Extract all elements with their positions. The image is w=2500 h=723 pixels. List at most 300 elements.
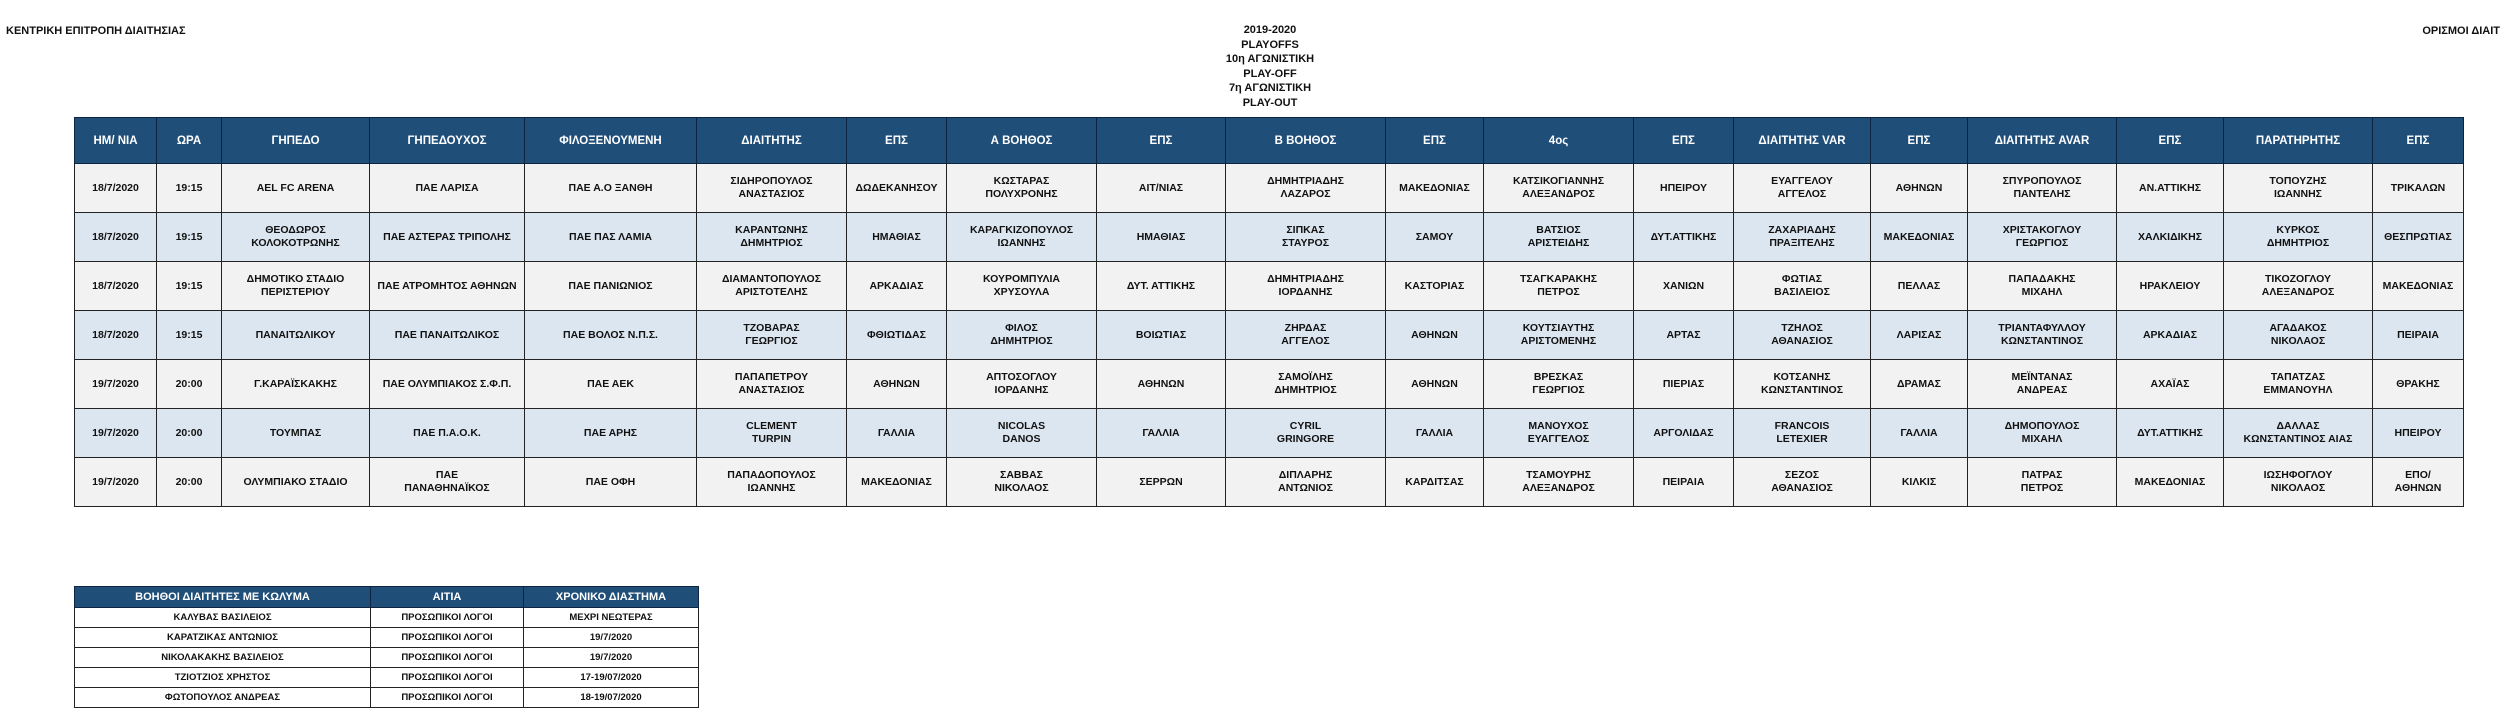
table-cell [1871, 458, 1968, 507]
cell-text: ΑΡΓΟΛΙΔΑΣ [1653, 426, 1714, 439]
table-cell [2373, 458, 2464, 507]
table-cell [697, 164, 847, 213]
table-cell [697, 360, 847, 409]
table-cell [2117, 360, 2224, 409]
column-header: ΧΡΟΝΙΚΟ ΔΙΑΣΤΗΜΑ [524, 587, 699, 608]
table-cell [1097, 213, 1226, 262]
table-cell [2373, 409, 2464, 458]
cell-text: ΔΙΑΜΑΝΤΟΠΟΥΛΟΣ ΑΡΙΣΤΟΤΕΛΗΣ [721, 273, 822, 298]
cell-text: 18/7/2020 [92, 181, 139, 194]
cell-text: ΑΧΑΪΑΣ [2150, 377, 2190, 390]
cell-text: ΣΑΜΟΪΛΗΣ ΔΗΜΗΤΡΙΟΣ [1274, 371, 1337, 396]
table-cell [2373, 164, 2464, 213]
cell-text: ΛΑΡΙΣΑΣ [1896, 328, 1942, 341]
cell-text: ΖΑΧΑΡΙΑΔΗΣ ΠΡΑΞΙΤΕΛΗΣ [1768, 224, 1836, 249]
cell-text: ΜΑΚΕΔΟΝΙΑΣ [2382, 279, 2454, 292]
table-cell [525, 213, 697, 262]
table-cell: ΠΡΟΣΩΠΙΚΟΙ ΛΟΓΟΙ [371, 688, 524, 708]
table-cell [222, 458, 370, 507]
cell-text: ΦΙΛΟΣ ΔΗΜΗΤΡΙΟΣ [990, 322, 1053, 347]
cell-text: ΗΠΕΙΡΟΥ [2394, 426, 2442, 439]
table-cell [2224, 262, 2373, 311]
table-cell [1484, 164, 1634, 213]
table-row [75, 458, 2464, 507]
table-row [75, 164, 2464, 213]
cell-text: ΠΑΕ ΑΡΗΣ [583, 426, 638, 439]
cell-text: ΚΟΥΤΣΙΑΥΤΗΣ ΑΡΙΣΤΟΜΕΝΗΣ [1520, 322, 1597, 347]
table-cell [1386, 458, 1484, 507]
table-cell [2373, 213, 2464, 262]
cell-text: ΒΑΤΣΙΟΣ ΑΡΙΣΤΕΙΔΗΣ [1527, 224, 1590, 249]
cell-text: NICOLAS DANOS [997, 420, 1046, 445]
table-cell [947, 360, 1097, 409]
column-header: ΕΠΣ [2117, 118, 2224, 164]
cell-text: ΠΑΝΑΙΤΩΛΙΚΟΥ [255, 328, 336, 341]
cell-text: ΠΕΙΡΑΙΑ [1662, 475, 1705, 488]
cell-text: 18/7/2020 [92, 328, 139, 341]
table-cell [222, 311, 370, 360]
cell-text: ΣΠΥΡΟΠΟΥΛΟΣ ΠΑΝΤΕΛΗΣ [2002, 175, 2082, 200]
cell-text: ΚΟΥΡΟΜΠΥΛΙΑ ΧΡΥΣΟΥΛΑ [982, 273, 1061, 298]
cell-text: ΧΑΝΙΩΝ [1662, 279, 1705, 292]
cell-text: ΔΗΜΗΤΡΙΑΔΗΣ ΛΑΖΑΡΟΣ [1267, 175, 1344, 200]
table-cell [75, 360, 157, 409]
cell-text: ΤΡΙΚΑΛΩΝ [2390, 181, 2446, 194]
cell-text: ΠΑΤΡΑΣ ΠΕΤΡΟΣ [2020, 469, 2064, 494]
table-cell [2373, 311, 2464, 360]
cell-text: ΔΩΔΕΚΑΝΗΣΟΥ [855, 181, 938, 194]
table-cell [1097, 262, 1226, 311]
cell-text: ΠΙΕΡΙΑΣ [1662, 377, 1705, 390]
table-cell [847, 311, 947, 360]
cell-text: ΤΣΑΓΚΑΡΑΚΗΣ ΠΕΤΡΟΣ [1519, 273, 1598, 298]
table-cell [2117, 164, 2224, 213]
table-cell [1484, 458, 1634, 507]
cell-text: ΤΑΠΑΤΖΑΣ ΕΜΜΑΝΟΥΗΛ [2263, 371, 2333, 396]
table-cell: ΚΑΡΑΤΖΙΚΑΣ ΑΝΤΩΝΙΟΣ [75, 628, 371, 648]
cell-text: ΣΙΔΗΡΟΠΟΥΛΟΣ ΑΝΑΣΤΑΣΙΟΣ [730, 175, 813, 200]
table-cell [1871, 360, 1968, 409]
table-cell [1734, 458, 1871, 507]
table-cell [75, 311, 157, 360]
table-cell: ΦΩΤΟΠΟΥΛΟΣ ΑΝΔΡΕΑΣ [75, 688, 371, 708]
table-cell [222, 262, 370, 311]
cell-text: ΣΙΠΚΑΣ ΣΤΑΥΡΟΣ [1281, 224, 1330, 249]
excluded-assistants-table [74, 586, 699, 708]
table-cell [1386, 164, 1484, 213]
table-cell [370, 458, 525, 507]
table-cell [1484, 262, 1634, 311]
table-cell [2224, 360, 2373, 409]
column-header: ΔΙΑΙΤΗΤΗΣ AVAR [1968, 118, 2117, 164]
season-line: 7η ΑΓΩΝΙΣΤΙΚΗ [1228, 82, 1312, 94]
cell-text: ΘΡΑΚΗΣ [2396, 377, 2440, 390]
column-header: Α ΒΟΗΘΟΣ [947, 118, 1097, 164]
cell-text: 19:15 [175, 279, 203, 292]
cell-text: CLEMENT TURPIN [746, 420, 797, 445]
cell-text: 19:15 [175, 230, 203, 243]
cell-text: ΤΡΙΑΝΤΑΦΥΛΛΟΥ ΚΩΝΣΤΑΝΤΙΝΟΣ [1998, 322, 2086, 347]
cell-text: ΜΕΪΝΤΑΝΑΣ ΑΝΔΡΕΑΣ [2011, 371, 2073, 396]
table-cell [2224, 164, 2373, 213]
cell-text: ΠΑΕ ΠΑΣ ΛΑΜΙΑ [569, 230, 652, 243]
table-cell [1734, 311, 1871, 360]
table-cell [1968, 311, 2117, 360]
table-cell [1386, 311, 1484, 360]
table-cell [1634, 213, 1734, 262]
cell-text: 20:00 [175, 426, 203, 439]
cell-text: ΕΠΟ/ ΑΘΗΝΩΝ [2394, 469, 2442, 494]
season-line: 2019-2020 [1243, 24, 1297, 36]
table-cell [2117, 409, 2224, 458]
cell-text: ΠΑΕ ΑΤΡΟΜΗΤΟΣ ΑΘΗΝΩΝ [377, 279, 517, 292]
table-cell [1226, 164, 1386, 213]
table-cell [1968, 164, 2117, 213]
cell-text: Γ.ΚΑΡΑΪΣΚΑΚΗΣ [254, 377, 337, 390]
column-header: ΗΜ/ ΝΙΑ [75, 118, 157, 164]
column-header: ΔΙΑΙΤΗΤΗΣ VAR [1734, 118, 1871, 164]
season-line: PLAY-OUT [1242, 96, 1298, 109]
table-cell [1097, 409, 1226, 458]
cell-text: CYRIL GRINGORE [1276, 420, 1335, 445]
cell-text: ΑΘΗΝΩΝ [1411, 377, 1458, 390]
table-cell [1968, 213, 2117, 262]
cell-text: ΚΑΡΑΓΚΙΖΟΠΟΥΛΟΣ ΙΩΑΝΝΗΣ [969, 224, 1074, 249]
table-header-row [75, 587, 699, 608]
season-line: PLAY-OFF [1243, 67, 1297, 80]
table-cell [847, 360, 947, 409]
cell-text: ΟΛΥΜΠΙΑΚΟ ΣΤΑΔΙΟ [243, 475, 348, 488]
table-cell [525, 458, 697, 507]
cell-text: ΠΕΛΛΑΣ [1897, 279, 1941, 292]
table-cell: ΠΡΟΣΩΠΙΚΟΙ ΛΟΓΟΙ [371, 648, 524, 668]
table-cell [157, 164, 222, 213]
cell-text: AEL FC ARENA [256, 181, 335, 194]
cell-text: ΚΑΤΣΙΚΟΓΙΑΝΝΗΣ ΑΛΕΞΑΝΔΡΟΣ [1512, 175, 1605, 200]
table-cell [1386, 360, 1484, 409]
cell-text: ΓΑΛΛΙΑ [1415, 426, 1454, 439]
table-cell [1226, 262, 1386, 311]
table-cell [525, 409, 697, 458]
column-header: ΒΟΗΘΟΙ ΔΙΑΙΤΗΤΕΣ ΜΕ ΚΩΛΥΜΑ [75, 587, 371, 608]
cell-text: ΔΥΤ. ΑΤΤΙΚΗΣ [1126, 279, 1196, 292]
cell-text: ΚΥΡΚΟΣ ΔΗΜΗΤΡΙΟΣ [2266, 224, 2330, 249]
table-cell [1097, 311, 1226, 360]
cell-text: ΦΘΙΩΤΙΔΑΣ [867, 328, 926, 341]
table-cell [1484, 213, 1634, 262]
table-cell [1634, 311, 1734, 360]
table-cell [947, 458, 1097, 507]
table-cell [2373, 360, 2464, 409]
table-cell [1226, 213, 1386, 262]
table-cell [1634, 360, 1734, 409]
column-header: ΓΗΠΕΔΟ [222, 118, 370, 164]
cell-text: ΠΑΕ ΠΑΝΙΩΝΙΟΣ [568, 279, 653, 292]
cell-text: ΚΑΣΤΟΡΙΑΣ [1404, 279, 1465, 292]
table-row [75, 608, 699, 628]
cell-text: ΑΡΚΑΔΙΑΣ [869, 279, 924, 292]
table-cell: ΠΡΟΣΩΠΙΚΟΙ ΛΟΓΟΙ [371, 668, 524, 688]
table-cell [1484, 409, 1634, 458]
cell-text: ΕΥΑΓΓΕΛΟΥ ΑΓΓΕΛΟΣ [1771, 175, 1833, 200]
cell-text: ΔΗΜΗΤΡΙΑΔΗΣ ΙΟΡΔΑΝΗΣ [1267, 273, 1344, 298]
table-cell [2224, 311, 2373, 360]
table-cell [1097, 164, 1226, 213]
cell-text: ΗΡΑΚΛΕΙΟΥ [2139, 279, 2201, 292]
table-cell [1871, 164, 1968, 213]
table-body [75, 608, 699, 708]
table-cell [1634, 409, 1734, 458]
table-cell [157, 213, 222, 262]
cell-text: ΜΑΚΕΔΟΝΙΑΣ [2134, 475, 2206, 488]
table-cell [1871, 262, 1968, 311]
table-cell [75, 458, 157, 507]
table-row [75, 628, 699, 648]
column-header: ΓΗΠΕΔΟΥΧΟΣ [370, 118, 525, 164]
table-cell: ΠΡΟΣΩΠΙΚΟΙ ΛΟΓΟΙ [371, 628, 524, 648]
table-cell: ΝΙΚΟΛΑΚΑΚΗΣ ΒΑΣΙΛΕΙΟΣ [75, 648, 371, 668]
cell-text: ΔΗΜΟΤΙΚΟ ΣΤΑΔΙΟ ΠΕΡΙΣΤΕΡΙΟΥ [246, 273, 345, 298]
table-cell [2224, 409, 2373, 458]
cell-text: ΣΑΜΟΥ [1415, 230, 1454, 243]
cell-text: ΠΑΕ ΑΕΚ [587, 377, 634, 390]
cell-text: ΘΕΣΠΡΩΤΙΑΣ [2384, 230, 2452, 243]
cell-text: 19:15 [175, 181, 203, 194]
cell-text: ΗΜΑΘΙΑΣ [1136, 230, 1186, 243]
table-cell [157, 458, 222, 507]
table-cell [525, 164, 697, 213]
cell-text: ΠΑΕ ΠΑΝΑΙΤΩΛΙΚΟΣ [394, 328, 500, 341]
table-cell [1871, 213, 1968, 262]
cell-text: ΚΟΤΣΑΝΗΣ ΚΩΝΣΤΑΝΤΙΝΟΣ [1760, 371, 1844, 396]
cell-text: ΔΙΠΛΑΡΗΣ ΑΝΤΩΝΙΟΣ [1278, 469, 1333, 494]
cell-text: ΔΡΑΜΑΣ [1897, 377, 1941, 390]
cell-text: 20:00 [175, 475, 203, 488]
cell-text: ΠΑΠΑΔΑΚΗΣ ΜΙΧΑΗΛ [2008, 273, 2076, 298]
table-cell [1968, 360, 2117, 409]
table-cell [222, 164, 370, 213]
table-cell: 19/7/2020 [524, 628, 699, 648]
cell-text: ΧΡΙΣΤΑΚΟΓΛΟΥ ΓΕΩΡΓΙΟΣ [2002, 224, 2082, 249]
table-row [75, 213, 2464, 262]
column-header: ΕΠΣ [1871, 118, 1968, 164]
cell-text: ΑΘΗΝΩΝ [1411, 328, 1458, 341]
table-cell [1386, 409, 1484, 458]
table-cell [370, 213, 525, 262]
table-cell: 19/7/2020 [524, 648, 699, 668]
table-cell [1871, 409, 1968, 458]
column-header: ΕΠΣ [1386, 118, 1484, 164]
season-line: PLAYOFFS [1241, 38, 1299, 51]
cell-text: ΚΑΡΑΝΤΩΝΗΣ ΔΗΜΗΤΡΙΟΣ [735, 224, 808, 249]
cell-text: 19/7/2020 [92, 377, 139, 390]
cell-text: ΜΑΚΕΔΟΝΙΑΣ [1399, 181, 1470, 194]
cell-text: ΧΑΛΚΙΔΙΚΗΣ [2137, 230, 2203, 243]
cell-text: ΠΑΕ Π.Α.Ο.Κ. [413, 426, 481, 439]
definitions-title: ΟΡΙΣΜΟΙ ΔΙΑΙΤ [2422, 25, 2500, 37]
table-row [75, 668, 699, 688]
cell-text: ΠΑΕ ΟΦΗ [585, 475, 636, 488]
table-cell [1871, 311, 1968, 360]
season-header [1170, 23, 1370, 110]
cell-text: ΗΠΕΙΡΟΥ [1660, 181, 1707, 194]
cell-text: ΦΩΤΙΑΣ ΒΑΣΙΛΕΙΟΣ [1774, 273, 1830, 298]
table-row [75, 262, 2464, 311]
table-cell [1097, 360, 1226, 409]
cell-text: ΤΣΑΜΟΥΡΗΣ ΑΛΕΞΑΝΔΡΟΣ [1522, 469, 1595, 494]
table-cell [697, 311, 847, 360]
cell-text: ΚΙΛΚΙΣ [1901, 475, 1937, 488]
table-cell [222, 409, 370, 458]
cell-text: 18/7/2020 [92, 279, 139, 292]
cell-text: ΓΑΛΛΙΑ [877, 426, 916, 439]
cell-text: ΑΘΗΝΩΝ [873, 377, 920, 390]
cell-text: 19/7/2020 [92, 426, 139, 439]
table-cell: 18-19/07/2020 [524, 688, 699, 708]
table-cell [1634, 458, 1734, 507]
table-cell [1226, 409, 1386, 458]
table-cell: 17-19/07/2020 [524, 668, 699, 688]
cell-text: ΜΑΝΟΥΧΟΣ ΕΥΑΓΓΕΛΟΣ [1527, 420, 1590, 445]
table-cell [847, 164, 947, 213]
table-cell: ΠΡΟΣΩΠΙΚΟΙ ΛΟΓΟΙ [371, 608, 524, 628]
table-cell [847, 409, 947, 458]
table-cell [1968, 458, 2117, 507]
table-cell [75, 213, 157, 262]
column-header: ΩΡΑ [157, 118, 222, 164]
cell-text: ΑΡΚΑΔΙΑΣ [2142, 328, 2198, 341]
cell-text: ΠΑΕ Α.Ο ΞΑΝΘΗ [568, 181, 653, 194]
table-row [75, 311, 2464, 360]
table-cell [847, 458, 947, 507]
referee-assignments-table [74, 117, 2464, 507]
table-header-row [75, 118, 2464, 164]
column-header: ΠΑΡΑΤΗΡΗΤΗΣ [2224, 118, 2373, 164]
cell-text: ΤΙΚΟΖΟΓΛΟΥ ΑΛΕΞΑΝΔΡΟΣ [2261, 273, 2335, 298]
column-header: ΦΙΛΟΞΕΝΟΥΜΕΝΗ [525, 118, 697, 164]
cell-text: 20:00 [175, 377, 203, 390]
cell-text: 18/7/2020 [92, 230, 139, 243]
cell-text: ΑΘΗΝΩΝ [1137, 377, 1185, 390]
table-cell [1968, 262, 2117, 311]
table-cell [370, 262, 525, 311]
cell-text: ΣΑΒΒΑΣ ΝΙΚΟΛΑΟΣ [994, 469, 1049, 494]
cell-text: ΓΑΛΛΙΑ [1142, 426, 1180, 439]
column-header: ΕΠΣ [2373, 118, 2464, 164]
cell-text: ΔΥΤ.ΑΤΤΙΚΗΣ [2137, 426, 2203, 439]
cell-text: ΚΑΡΔΙΤΣΑΣ [1405, 475, 1464, 488]
table-cell [370, 164, 525, 213]
cell-text: ΤΟΠΟΥΖΗΣ ΙΩΑΝΝΗΣ [2269, 175, 2327, 200]
cell-text: ΒΡΕΣΚΑΣ ΓΕΩΡΓΙΟΣ [1532, 371, 1585, 396]
column-header: ΕΠΣ [1097, 118, 1226, 164]
cell-text: ΜΑΚΕΔΟΝΙΑΣ [1883, 230, 1955, 243]
cell-text: ΤΖΟΒΑΡΑΣ ΓΕΩΡΓΙΟΣ [743, 322, 800, 347]
committee-title: ΚΕΝΤΡΙΚΗ ΕΠΙΤΡΟΠΗ ΔΙΑΙΤΗΣΙΑΣ [6, 25, 186, 37]
column-header: ΑΙΤΙΑ [371, 587, 524, 608]
cell-text: ΑΝ.ΑΤΤΙΚΗΣ [2138, 181, 2201, 194]
cell-text: ΠΑΠΑΠΕΤΡΟΥ ΑΝΑΣΤΑΣΙΟΣ [734, 371, 809, 396]
table-cell [1734, 262, 1871, 311]
cell-text: ΗΜΑΘΙΑΣ [872, 230, 921, 243]
cell-text: ΔΑΛΛΑΣ ΚΩΝΣΤΑΝΤΙΝΟΣ ΑΙΑΣ [2243, 420, 2353, 445]
table-cell [525, 262, 697, 311]
table-cell [370, 360, 525, 409]
cell-text: ΔΥΤ.ΑΤΤΙΚΗΣ [1650, 230, 1717, 243]
cell-text: ΤΟΥΜΠΑΣ [269, 426, 322, 439]
cell-text: ΑΓΑΔΑΚΟΣ ΝΙΚΟΛΑΟΣ [2269, 322, 2327, 347]
table-cell [847, 262, 947, 311]
table-cell [157, 409, 222, 458]
cell-text: ΠΑΕ ΠΑΝΑΘΗΝΑΪΚΟΣ [404, 469, 490, 494]
table-cell [697, 458, 847, 507]
cell-text: ΚΩΣΤΑΡΑΣ ΠΟΛΥΧΡΟΝΗΣ [985, 175, 1058, 200]
cell-text: ΠΑΠΑΔΟΠΟΥΛΟΣ ΙΩΑΝΝΗΣ [727, 469, 816, 494]
cell-text: ΑΠΤΟΣΟΓΛΟΥ ΙΟΡΔΑΝΗΣ [986, 371, 1057, 396]
table-cell [1226, 458, 1386, 507]
cell-text: ΘΕΟΔΩΡΟΣ ΚΟΛΟΚΟΤΡΩΝΗΣ [251, 224, 340, 249]
table-row [75, 648, 699, 668]
table-cell: ΚΑΛΥΒΑΣ ΒΑΣΙΛΕΙΟΣ [75, 608, 371, 628]
table-cell [1734, 360, 1871, 409]
table-cell [157, 311, 222, 360]
table-cell [222, 360, 370, 409]
cell-text: FRANCOIS LETEXIER [1774, 420, 1830, 445]
table-cell [1386, 262, 1484, 311]
table-cell [947, 311, 1097, 360]
table-cell [75, 409, 157, 458]
table-cell [947, 409, 1097, 458]
table-cell [1634, 164, 1734, 213]
table-cell [1484, 311, 1634, 360]
cell-text: ΜΑΚΕΔΟΝΙΑΣ [861, 475, 932, 488]
cell-text: ΓΑΛΛΙΑ [1900, 426, 1938, 439]
table-cell [1097, 458, 1226, 507]
cell-text: ΠΑΕ ΑΣΤΕΡΑΣ ΤΡΙΠΟΛΗΣ [383, 230, 511, 243]
season-line: 10η ΑΓΩΝΙΣΤΙΚΗ [1225, 53, 1315, 65]
table-cell [2224, 213, 2373, 262]
cell-text: ΠΑΕ ΒΟΛΟΣ Ν.Π.Σ. [563, 328, 658, 341]
table-cell [2224, 458, 2373, 507]
table-cell [157, 262, 222, 311]
table-cell [2373, 262, 2464, 311]
table-cell [1734, 164, 1871, 213]
cell-text: ΙΩΣΗΦΟΓΛΟΥ ΝΙΚΟΛΑΟΣ [2263, 469, 2333, 494]
cell-text: ΔΗΜΟΠΟΥΛΟΣ ΜΙΧΑΗΛ [2004, 420, 2080, 445]
table-cell [525, 360, 697, 409]
column-header: ΕΠΣ [847, 118, 947, 164]
cell-text: 19/7/2020 [92, 475, 139, 488]
table-cell [1484, 360, 1634, 409]
cell-text: ΠΑΕ ΟΛΥΜΠΙΑΚΟΣ Σ.Φ.Π. [382, 377, 512, 390]
cell-text: ΑΘΗΝΩΝ [1895, 181, 1943, 194]
table-cell [222, 213, 370, 262]
table-row [75, 688, 699, 708]
table-cell [1226, 360, 1386, 409]
table-row [75, 409, 2464, 458]
column-header: Β ΒΟΗΘΟΣ [1226, 118, 1386, 164]
table-cell [2117, 458, 2224, 507]
table-cell [697, 262, 847, 311]
table-cell [1386, 213, 1484, 262]
table-cell [2117, 262, 2224, 311]
cell-text: ΤΖΗΛΟΣ ΑΘΑΝΑΣΙΟΣ [1771, 322, 1833, 347]
table-cell [1226, 311, 1386, 360]
cell-text: ΑΙΤ/ΝΙΑΣ [1138, 181, 1184, 194]
table-cell [370, 311, 525, 360]
table-cell: ΤΖΙΟΤΖΙΟΣ ΧΡΗΣΤΟΣ [75, 668, 371, 688]
column-header: 4ος [1484, 118, 1634, 164]
